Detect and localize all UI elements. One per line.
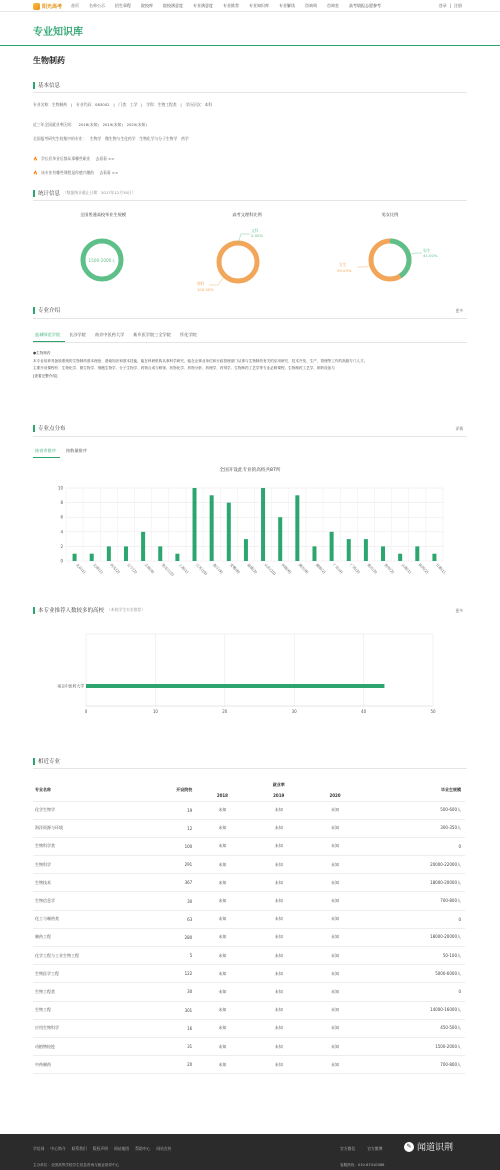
major-name-cell[interactable]: 生物科学类 (33, 837, 118, 855)
employment-2020-cell: 未知 (307, 928, 363, 946)
table-row[interactable] (33, 983, 465, 1001)
graduate-scale-cell: 1500-2000人 (363, 1037, 465, 1055)
footer-link[interactable]: 联系我们 (71, 1146, 87, 1151)
employment-2020-cell: 未知 (307, 1037, 363, 1055)
bar (90, 554, 94, 561)
footer-link[interactable]: 网站地图 (113, 1146, 130, 1151)
nav-item[interactable]: 咨询室 (327, 3, 339, 8)
col-header-2020: 2020 (307, 791, 363, 801)
graduate-scale-cell: 0 (363, 837, 465, 855)
stats-note: （数据统计截止日期：2017年12月30日） (63, 190, 136, 195)
distribution-bar-chart (33, 462, 467, 582)
intro-paragraph: 本专业培养具备较系统的生物制药基本理论、基础知识和基本技能，能在科研机构从事科学研究，能在企事业单位和行政管理部门从事与生物制药有关的应用研究、技术开发、生产、管理等工作的高级专门人才。 (33, 358, 368, 363)
bar (244, 539, 248, 561)
school-count-cell: 12 (118, 819, 195, 837)
table-row[interactable] (33, 965, 465, 983)
employment-2019-cell: 未知 (251, 1056, 307, 1074)
major-name-cell[interactable]: 应用生物科学 (33, 1019, 118, 1037)
employment-2018-cell: 未知 (194, 947, 250, 965)
major-name-cell[interactable]: 制药工程 (33, 928, 118, 946)
graduate-scale-cell: 0 (363, 910, 465, 928)
employment-2020-cell: 未知 (307, 1001, 363, 1019)
x-tick-label: 20 (222, 709, 228, 714)
major-name-cell[interactable]: 化学生物学 (33, 801, 118, 819)
major-name-cell[interactable]: 化学工程与工业生物工程 (33, 947, 118, 965)
divider (33, 342, 467, 343)
heading-accent (33, 82, 35, 89)
x-tick-label: 山东(10) (263, 562, 277, 577)
table-row[interactable] (33, 892, 465, 910)
employment-2019-cell: 未知 (251, 928, 307, 946)
intro-courses: 主要开设课程有：生物化学、微生物学、细胞生物学、分子生物学、药物合成与修饰、药物化学、药物分析、药理学、药剂学、生物制药工艺学等专业必修课程，生物制药工艺学、制药设备与 (33, 366, 335, 370)
graduate-scale-cell: 20000-22000人 (363, 856, 465, 874)
heading-text: 本专业推荐人数较多的高校 (38, 608, 105, 614)
x-tick-label: 吉林(4) (143, 562, 155, 575)
employment-2018-cell: 未知 (194, 801, 250, 819)
school-count-cell: 63 (118, 910, 195, 928)
school-tabs (33, 331, 204, 342)
y-tick-label: 10 (57, 485, 63, 491)
sort-by-province-tab[interactable]: 按省市排序 (33, 447, 60, 458)
x-tick-label: 重庆(3) (366, 562, 378, 575)
major-name-cell[interactable]: 化工与制药类 (33, 910, 118, 928)
footer-link[interactable]: 帮助中心 (135, 1146, 151, 1151)
employment-2020-cell: 未知 (307, 837, 363, 855)
school-count-cell: 367 (118, 874, 195, 892)
employment-2020-cell: 未知 (307, 947, 363, 965)
major-name-cell[interactable]: 动植物检疫 (33, 1037, 118, 1055)
heading-accent (33, 190, 35, 197)
school-tab[interactable]: 长沙学院 (69, 332, 86, 337)
employment-2018-cell: 未知 (194, 1056, 250, 1074)
logo-text: 阳光高考 (42, 3, 63, 10)
employment-2020-cell: 未知 (307, 801, 363, 819)
heading-accent (33, 307, 35, 314)
bar (432, 554, 436, 561)
donut-center-label: 1500-2000人 (88, 258, 116, 263)
employment-2019-cell: 未知 (251, 819, 307, 837)
x-tick-label: 黑龙江(2) (160, 562, 175, 577)
table-row[interactable] (33, 1001, 465, 1019)
employment-2020-cell: 未知 (307, 874, 363, 892)
employment-2020-cell: 未知 (307, 1056, 363, 1074)
table-row[interactable] (33, 928, 465, 946)
major-name-cell[interactable]: 生物技术 (33, 874, 118, 892)
graduate-scale-cell: 18000-20000人 (363, 928, 465, 946)
science-value: 100.00% (197, 287, 214, 292)
table-row[interactable] (33, 947, 465, 965)
y-tick-label: 6 (60, 514, 63, 520)
school-count-cell: 5 (118, 947, 195, 965)
major-name-cell[interactable]: 生物信息学 (33, 892, 118, 910)
employment-2018-cell: 未知 (194, 892, 250, 910)
graduate-scale-cell: 0 (363, 983, 465, 1001)
nav-item[interactable]: 专业推荐 (223, 3, 239, 8)
major-name-cell[interactable]: 生物工程类 (33, 983, 118, 1001)
nav-item[interactable]: 咨询周 (305, 3, 317, 8)
divider (33, 92, 467, 93)
grad-majors: 全国报考研究生较集中的专业： 生物学 微生物与生化药学 生物化学与分子生物学 药学 (33, 136, 189, 141)
school-count-cell: 19 (118, 801, 195, 819)
col-header-name: 专业名称 (33, 779, 118, 801)
table-row[interactable] (33, 837, 465, 855)
x-tick-label: 河北(2) (109, 562, 121, 575)
bar (124, 546, 128, 561)
x-tick-label: 北京(1) (74, 562, 87, 575)
table-row[interactable] (33, 1019, 465, 1037)
login-link[interactable]: 登录 (438, 3, 447, 8)
heading-accent (33, 425, 35, 432)
x-tick-label: 甘肃(1) (434, 562, 447, 575)
col-header-employment: 就业率 (272, 782, 285, 787)
heading-accent (33, 758, 35, 765)
major-name-cell[interactable]: 中药制药 (33, 1056, 118, 1074)
nav-item[interactable]: 院校库 (141, 3, 153, 8)
bar (415, 546, 419, 561)
employment-2019-cell: 未知 (251, 801, 307, 819)
employment-2020-cell: 未知 (307, 856, 363, 874)
col-header-2019: 2019 (251, 791, 307, 801)
school-count-cell: 30 (118, 892, 195, 910)
grad-scale-donut (78, 236, 126, 284)
course-label: 该专业有哪些课程是你感兴趣的 (40, 170, 95, 175)
nav-item[interactable]: 高考填报志愿参考 (349, 3, 381, 8)
employment-2020-cell: 未知 (307, 965, 363, 983)
bar (141, 532, 145, 561)
table-row[interactable] (33, 856, 465, 874)
related-table-body (33, 801, 465, 1074)
school-count-cell: 100 (118, 837, 195, 855)
table-row[interactable] (33, 819, 465, 837)
x-tick-label: 云南(1) (400, 562, 412, 575)
bar (261, 488, 265, 561)
employment-2019-cell: 未知 (251, 1037, 307, 1055)
school-hbar-chart (33, 630, 467, 720)
arts-science-donut (195, 225, 285, 295)
heading-text: 相近专业 (38, 759, 61, 765)
x-tick-label: 湖南(2) (314, 562, 327, 575)
employment-2018-cell: 未知 (194, 1019, 250, 1037)
school-tab[interactable]: 怀化学院 (179, 332, 197, 337)
y-tick-label: 8 (60, 500, 63, 506)
top-schools-note: （本校学生实名推荐） (107, 607, 145, 612)
school-count-cell: 122 (118, 965, 195, 983)
school-count-cell: 30 (118, 983, 195, 1001)
distribution-detail-link[interactable]: 详情 (455, 426, 463, 431)
course-link[interactable]: 去看看 >> (99, 170, 119, 175)
nav-item[interactable]: 专业解读 (279, 3, 295, 8)
col-header-2018: 2018 (194, 791, 250, 801)
employment-2019-cell: 未知 (251, 983, 307, 1001)
table-row[interactable] (33, 874, 465, 892)
employment-2018-cell: 未知 (194, 874, 250, 892)
employment-2019-cell: 未知 (251, 1019, 307, 1037)
x-tick-label: 0 (84, 709, 88, 714)
footer-org: 主办单位：全国高等学校学生信息咨询与就业指导中心 (33, 1163, 120, 1167)
employment-2019-cell: 未知 (251, 837, 307, 855)
sort-by-count-tab[interactable]: 按数量排序 (65, 448, 87, 453)
chart-grid (58, 486, 443, 564)
graduate-scale-cell: 50-100人 (363, 947, 465, 965)
basic-info-heading (33, 81, 60, 89)
y-tick-label: 4 (60, 529, 63, 535)
employment-2019-cell: 未知 (251, 856, 307, 874)
school-count-cell: 20 (118, 1056, 195, 1074)
flame-icon: 🔥 (33, 156, 38, 161)
x-tick-label: 30 (291, 709, 297, 714)
graduate-scale-cell: 500-600人 (363, 801, 465, 819)
footer-social (340, 1146, 382, 1152)
banner-title: 专业知识库 (33, 27, 83, 38)
employment-2019-cell: 未知 (251, 874, 307, 892)
female-value: 59.00% (337, 268, 352, 273)
school-count-cell: 301 (118, 1001, 195, 1019)
x-tick-label: 广西(3) (349, 562, 361, 575)
table-row[interactable] (33, 801, 465, 819)
watermark (404, 1140, 453, 1153)
top-navbar (0, 0, 500, 12)
employment-2020-cell: 未知 (307, 910, 363, 928)
employment-2018-cell: 未知 (194, 928, 250, 946)
school-tab[interactable]: 南京中医药大学 (94, 332, 125, 337)
x-tick-label: 辽宁(2) (126, 562, 138, 575)
x-tick-label: 10 (152, 709, 158, 714)
wechat-link[interactable]: 官方微信 (340, 1146, 356, 1151)
x-tick-label: 50 (430, 709, 436, 714)
heading-text: 专业介绍 (38, 308, 61, 314)
divider (33, 768, 467, 769)
table-row[interactable] (33, 910, 465, 928)
major-name-cell[interactable]: 生物医学工程 (33, 965, 118, 983)
nav-item[interactable]: 名单公示 (89, 3, 105, 8)
employment-2020-cell: 未知 (307, 892, 363, 910)
bar (86, 684, 384, 688)
x-tick-label: 湖北(9) (297, 562, 310, 575)
employment-2019-cell: 未知 (251, 965, 307, 983)
y-tick-label: 2 (60, 543, 63, 549)
section-banner (0, 13, 500, 46)
footer-link[interactable]: 中心简介 (50, 1146, 66, 1151)
employment-2018-cell: 未知 (194, 1001, 250, 1019)
employment-2018-cell: 未知 (194, 856, 250, 874)
footer-links (33, 1146, 172, 1152)
school-count-cell: 16 (118, 1019, 195, 1037)
full-intro-link[interactable]: [查看完整介绍] (33, 373, 58, 378)
nav-item[interactable]: 专业知识库 (249, 3, 269, 8)
employment-2019-cell: 未知 (251, 1001, 307, 1019)
bar (107, 546, 111, 561)
heading-text: 基本信息 (38, 83, 61, 89)
bar (364, 539, 368, 561)
stats-heading (33, 189, 136, 197)
x-tick-label: 河南(6) (280, 562, 293, 575)
auth-divider: | (449, 3, 451, 8)
employment-2018-cell: 未知 (194, 965, 250, 983)
bar (330, 532, 334, 561)
bar (347, 539, 351, 561)
bar (295, 495, 299, 561)
graduate-scale-cell: 18000-20000人 (363, 874, 465, 892)
y-tick-label: 南京中医药大学 (57, 683, 84, 689)
heading-accent (33, 607, 35, 614)
employment-2018-cell: 未知 (194, 983, 250, 1001)
school-tab[interactable]: 新乡医学院三全学院 (133, 332, 171, 337)
graduate-scale-cell: 700-800人 (363, 1056, 465, 1074)
x-tick-label: 浙江(9) (211, 562, 224, 575)
bar (312, 546, 316, 561)
footer-link[interactable]: 版权声明 (92, 1146, 108, 1151)
bar (227, 503, 231, 561)
graduate-scale-cell: 14000-16000人 (363, 1001, 465, 1019)
sort-tabs (33, 447, 95, 458)
footer-phone: 客服热线：010-67410388 (340, 1163, 385, 1167)
nav-item[interactable]: 院校满意度 (163, 3, 183, 8)
school-tab[interactable]: 盐城师范学院 (33, 331, 65, 342)
bar (398, 554, 402, 561)
intro-heading (33, 306, 60, 314)
top-schools-more-link[interactable]: 更多 (455, 608, 463, 613)
weibo-link[interactable]: 官方微博 (367, 1146, 383, 1151)
gender-title: 男女比例 (381, 212, 399, 217)
heading-text: 统计信息 (38, 191, 61, 197)
career-link-row (33, 156, 115, 162)
employment-2020-cell: 未知 (307, 819, 363, 837)
school-count-cell: 280 (118, 928, 195, 946)
career-link[interactable]: 去看看 >> (95, 156, 115, 161)
employment-2018-cell: 未知 (194, 819, 250, 837)
chart-grid (85, 634, 436, 714)
divider (33, 200, 467, 201)
nav-item[interactable]: 首页 (71, 3, 79, 8)
page-title: 生物制药 (33, 56, 65, 65)
grad-scale-title: 全国普通高校毕业生规模 (79, 212, 127, 217)
x-tick-label: 福建(3) (246, 562, 258, 575)
divider (33, 436, 467, 437)
employment-2018-cell: 未知 (194, 1037, 250, 1055)
bar (381, 546, 385, 561)
employment-2019-cell: 未知 (251, 892, 307, 910)
employment-2018-cell: 未知 (194, 910, 250, 928)
arts-value: 0.00% (251, 233, 264, 238)
arts-science-title: 高考文理科比例 (232, 212, 262, 217)
x-tick-label: 天津(1) (91, 562, 104, 575)
employment-2020-cell: 未知 (307, 1019, 363, 1037)
male-value: 41.00% (423, 253, 438, 258)
x-tick-label: 上海(1) (177, 562, 190, 575)
site-logo[interactable] (33, 2, 62, 10)
graduate-scale-cell: 300-350人 (363, 819, 465, 837)
major-name-cell[interactable]: 生物科学 (33, 856, 118, 874)
divider (33, 318, 467, 319)
x-tick-label: 广东(4) (331, 562, 344, 575)
chart-title: 全国开设此专业的高校共87所 (219, 468, 281, 473)
distribution-heading (33, 424, 66, 432)
x-tick-label: 40 (361, 709, 367, 714)
major-meta: 专业名称：生物制药 | 专业代码：083002 | 门类：工学 | 学科：生物工程类 | 学历层次：本科 (33, 102, 213, 107)
top-schools-heading (33, 606, 145, 614)
main-nav (66, 3, 386, 9)
col-header-scale: 毕业生规模 (363, 779, 465, 801)
bar (278, 517, 282, 561)
employment-2019-cell: 未知 (251, 910, 307, 928)
x-tick-label: 贵州(2) (383, 562, 395, 575)
x-tick-label: 江苏(10) (194, 562, 208, 577)
footer-link[interactable]: 学信网 (33, 1146, 45, 1151)
science-label: 理科 (197, 281, 205, 286)
footer-link[interactable]: 网站宣传 (156, 1146, 172, 1151)
flame-icon: 🔥 (33, 170, 38, 175)
y-tick-label: 0 (60, 558, 63, 564)
register-link[interactable]: 注册 (454, 3, 462, 8)
table-row[interactable] (33, 1037, 465, 1055)
female-label: 女生 (339, 262, 347, 267)
male-label: 男生 (423, 248, 431, 253)
auth-links (439, 3, 462, 9)
employment-2019-cell: 未知 (251, 947, 307, 965)
arts-label: 文科 (251, 228, 259, 233)
course-link-row (33, 170, 118, 176)
employment-range: 近三年全国就业率区间： 2018(未知) 2019(未知) 2020(未知) (33, 122, 147, 127)
x-tick-label: 安徽(8) (229, 562, 241, 575)
graduate-scale-cell: 5000-6000人 (363, 965, 465, 983)
career-label: 学长们毕业后都从事哪些职业 (40, 156, 91, 161)
employment-2020-cell: 未知 (307, 983, 363, 1001)
major-name-cell[interactable]: 海洋资源与环境 (33, 819, 118, 837)
related-majors-table (33, 779, 465, 1074)
bar (73, 554, 77, 561)
related-heading (33, 757, 60, 765)
school-count-cell: 31 (118, 1037, 195, 1055)
intro-major-name: ●生物制药 (33, 351, 51, 355)
chat-bubble-icon: ✎ (404, 1142, 414, 1152)
chart-bars (57, 683, 384, 688)
watermark-text: 闻道识荆 (417, 1143, 454, 1153)
table-row[interactable] (33, 1056, 465, 1074)
major-name-cell[interactable]: 生物工程 (33, 1001, 118, 1019)
bar (175, 554, 179, 561)
bar (210, 495, 214, 561)
heading-text: 专业点分布 (38, 426, 66, 432)
graduate-scale-cell: 450-500人 (363, 1019, 465, 1037)
gender-donut (335, 228, 445, 292)
graduate-scale-cell: 700-800人 (363, 892, 465, 910)
x-tick-label: 陕西(2) (417, 562, 430, 575)
employment-2018-cell: 未知 (194, 837, 250, 855)
intro-text (33, 350, 465, 380)
intro-more-link[interactable]: 更多 (455, 308, 463, 313)
nav-item[interactable]: 招生章程 (115, 3, 131, 8)
school-count-cell: 291 (118, 856, 195, 874)
col-header-count: 开设院校 (118, 779, 195, 801)
bar (193, 488, 197, 561)
sun-logo-icon (33, 3, 40, 10)
bar (158, 546, 162, 561)
chart-x-labels (75, 562, 448, 577)
nav-item[interactable]: 专业满意度 (193, 3, 213, 8)
